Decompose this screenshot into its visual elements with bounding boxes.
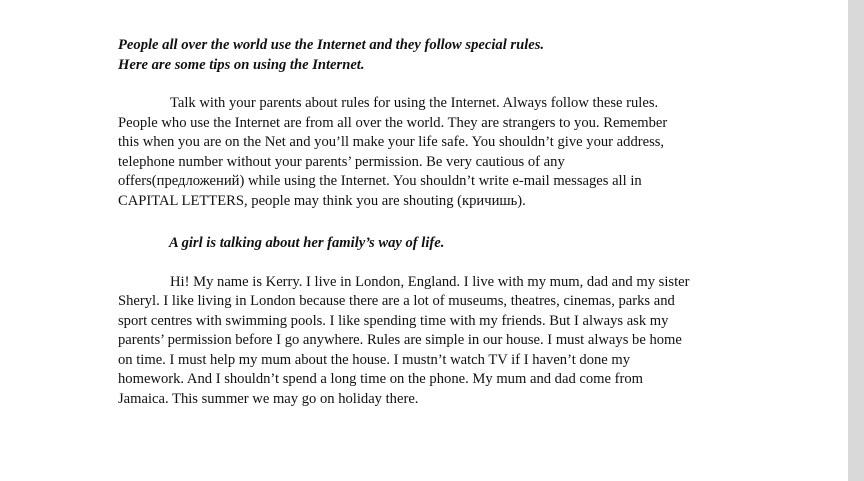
text-line: telephone number without your parents’ permission. Be very cautious of any	[118, 153, 565, 170]
text-line: sport centres with swimming pools. I like spending time with my friends. But I always ask my	[118, 312, 669, 329]
text-line: CAPITAL LETTERS, people may think you are shouting (кричишь).	[118, 192, 526, 209]
text-line: offers(предложений) while using the Internet. You shouldn’t write e-mail messages all in	[118, 173, 642, 189]
text-line: Sheryl. I like living in London because there are a lot of museums, theatres, cinemas, parks and	[118, 293, 675, 309]
section-heading: A girl is talking about her family’s way of life.	[169, 235, 445, 251]
text-line: on time. I must help my mum about the house. I mustn’t watch TV if I haven’t done my	[118, 351, 631, 368]
intro-line: Here are some tips on using the Internet.	[118, 56, 365, 73]
paragraph-family-life	[118, 273, 778, 410]
scrollbar-gutter[interactable]	[848, 0, 864, 481]
text-line: homework. And I shouldn’t spend a long time on the phone. My mum and dad come from	[118, 371, 644, 387]
intro-block	[118, 36, 778, 75]
text-line: Jamaica. This summer we may go on holiday there.	[118, 390, 419, 407]
paragraph-internet-rules	[118, 94, 778, 211]
text-line: this when you are on the Net and you’ll make your life safe. You shouldn’t give your address,	[118, 134, 665, 150]
intro-line: People all over the world use the Internet and they follow special rules.	[118, 37, 545, 53]
document-content	[118, 36, 778, 409]
text-line: Talk with your parents about rules for using the Internet. Always follow these rules.	[170, 95, 659, 111]
text-line: parents’ permission before I go anywhere. Rules are simple in our house. I must always be home	[118, 332, 682, 348]
text-line: People who use the Internet are from all over the world. They are strangers to you. Remember	[118, 114, 668, 131]
text-line: Hi! My name is Kerry. I live in London, England. I live with my mum, dad and my sister	[170, 273, 690, 290]
